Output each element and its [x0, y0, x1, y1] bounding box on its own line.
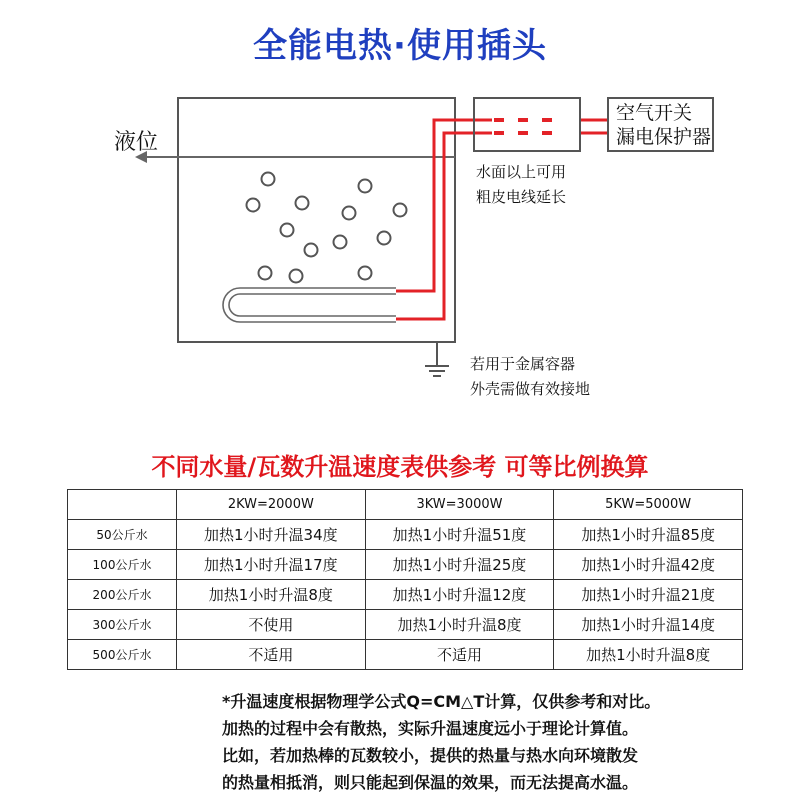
- row-label: 100公斤水: [68, 550, 177, 580]
- cable-note-line1: 水面以上可用: [476, 163, 567, 181]
- calculation-note: [222, 688, 782, 796]
- plug-box: [474, 98, 580, 151]
- bubble-icon: [247, 173, 407, 283]
- table-title: 不同水量/瓦数升温速度表供参考 可等比例换算: [151, 453, 649, 481]
- table-row: [68, 520, 743, 550]
- table-cell: 加热1小时升温12度: [365, 580, 554, 610]
- table-row: [68, 550, 743, 580]
- note-line: 比如，若加热棒的瓦数较小，提供的热量与热水向环境散发: [222, 746, 639, 765]
- table-row: [68, 610, 743, 640]
- table-cell: 加热1小时升温25度: [365, 550, 554, 580]
- row-label: 300公斤水: [68, 610, 177, 640]
- table-cell: 不适用: [365, 640, 554, 670]
- row-label: 500公斤水: [68, 640, 177, 670]
- table-cell: 加热1小时升温21度: [554, 580, 743, 610]
- table-cell: 加热1小时升温34度: [177, 520, 366, 550]
- breaker-label: [616, 101, 711, 149]
- breaker-label-line1: 空气开关: [616, 102, 693, 124]
- heater-element-icon: [223, 288, 396, 322]
- water-tank: [178, 98, 455, 342]
- table-cell: 加热1小时升温85度: [554, 520, 743, 550]
- note-line: 加热的过程中会有散热，实际升温速度远小于理论计算值。: [222, 719, 639, 738]
- table-cell: 加热1小时升温51度: [365, 520, 554, 550]
- table-cell: 加热1小时升温17度: [177, 550, 366, 580]
- table-cell: 不使用: [177, 610, 366, 640]
- table-row: [68, 640, 743, 670]
- grounding-note: [470, 352, 590, 402]
- table-header-cell: 5KW=5000W: [554, 490, 743, 520]
- power-wire: [396, 120, 607, 319]
- table-header-row: [68, 490, 743, 520]
- row-label: 200公斤水: [68, 580, 177, 610]
- ground-note-line1: 若用于金属容器: [470, 355, 576, 373]
- note-line: 的热量相抵消，则只能起到保温的效果，而无法提高水温。: [222, 773, 639, 792]
- breaker-label-line2: 漏电保护器: [616, 126, 712, 148]
- liquid-level-label: 液位: [114, 130, 159, 155]
- table-cell: 加热1小时升温8度: [365, 610, 554, 640]
- table-header-cell: [68, 490, 177, 520]
- table-header-cell: 2KW=2000W: [177, 490, 366, 520]
- table-row: [68, 580, 743, 610]
- table-cell: 加热1小时升温42度: [554, 550, 743, 580]
- cable-note-line2: 粗皮电线延长: [476, 188, 567, 206]
- table-cell: 不适用: [177, 640, 366, 670]
- table-cell: 加热1小时升温8度: [554, 640, 743, 670]
- page-title: 全能电热·使用插头: [253, 26, 547, 66]
- table-cell: 加热1小时升温14度: [554, 610, 743, 640]
- ground-symbol-icon: [425, 342, 449, 376]
- note-line: *升温速度根据物理学公式Q=CM△T计算，仅供参考和对比。: [222, 692, 661, 711]
- table-cell: 加热1小时升温8度: [177, 580, 366, 610]
- table-header-cell: 3KW=3000W: [365, 490, 554, 520]
- cable-extension-note: [476, 160, 566, 210]
- row-label: 50公斤水: [68, 520, 177, 550]
- heating-rate-table: [67, 489, 743, 670]
- plug-contacts-icon: [494, 118, 552, 135]
- ground-note-line2: 外壳需做有效接地: [470, 380, 591, 398]
